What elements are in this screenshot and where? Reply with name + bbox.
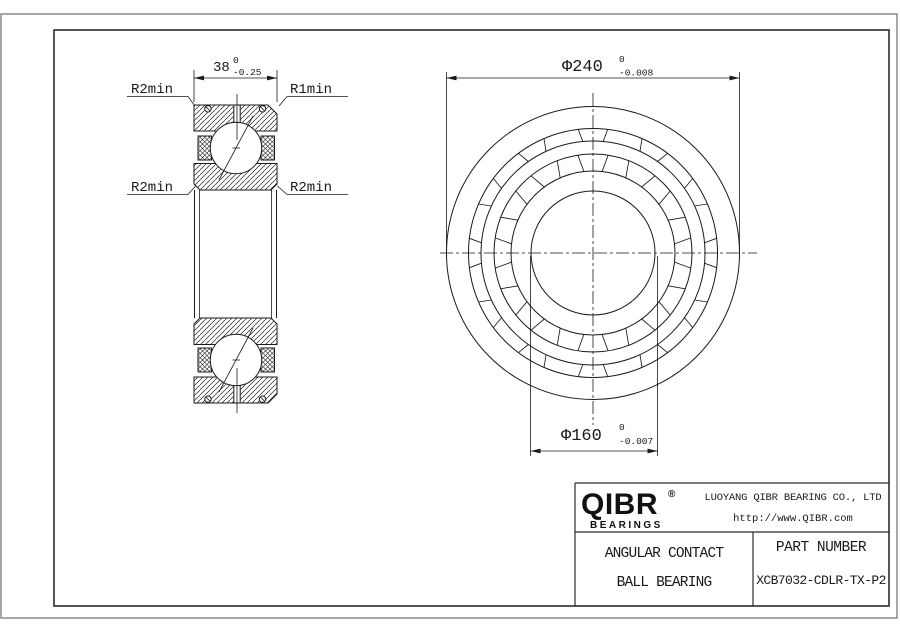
cage-pocket-line [495, 262, 511, 268]
company-name: LUOYANG QIBR BEARING CO., LTD [704, 492, 882, 504]
registered-mark-icon: ® [668, 489, 676, 500]
od-dim-value: Φ240 [562, 58, 603, 77]
bearing-section-bottom-half [194, 318, 277, 413]
cage-pocket-line [658, 345, 668, 353]
cage-pocket-line [518, 153, 528, 161]
page-border [1, 14, 897, 618]
front-view [440, 54, 757, 456]
cage-left [198, 136, 212, 160]
cage-pocket-line [531, 319, 544, 330]
cage-pocket-line [578, 155, 584, 171]
cage-pocket-line [603, 365, 608, 377]
callout-r1min-top-right [279, 82, 348, 106]
cage-pocket-line [695, 204, 708, 206]
cage-pocket-line [544, 355, 546, 368]
logo-text: QIBR [581, 488, 658, 521]
cage-pocket-line [685, 318, 693, 328]
callout-r2min-mid-left [127, 180, 196, 196]
bore-dim-tol-lower: -0.007 [619, 436, 654, 447]
cage-pocket-line [501, 217, 518, 220]
cage-right [261, 136, 275, 160]
cage-pocket-line [578, 335, 584, 351]
r2min-mid-right-label: R2min [290, 180, 333, 196]
bearing-section-top-half [194, 94, 277, 190]
cage-pocket-line [469, 263, 481, 268]
cage-pocket-line [479, 204, 492, 206]
cage-pocket-line [531, 176, 544, 187]
cage-pocket-line [469, 238, 481, 243]
cage-pocket-line [668, 217, 685, 220]
cage-pocket-line [495, 238, 511, 244]
cage-left-bottom [198, 348, 212, 372]
cage-pocket-line [695, 300, 708, 302]
section-view [127, 55, 348, 413]
cage-pocket-line [557, 328, 560, 345]
cage-pocket-line [659, 191, 670, 204]
cage-pocket-line [479, 300, 492, 302]
bore-dim-value: Φ160 [561, 427, 602, 446]
cage-pocket-line [518, 345, 528, 353]
width-dim-value: 38 [213, 60, 230, 76]
callout-r2min-top-left [127, 82, 195, 106]
cage-pocket-line [501, 286, 518, 289]
cage-pocket-line [603, 129, 608, 141]
r2min-mid-left-label: R2min [131, 180, 174, 196]
cage-pocket-line [675, 262, 691, 268]
width-dim-tol-lower: -0.25 [233, 67, 262, 78]
section-width-dimension [194, 55, 277, 102]
cage-pocket-line [668, 286, 685, 289]
centerlines [440, 93, 757, 425]
cage-pocket-line [557, 161, 560, 178]
r2min-top-left-label: R2min [131, 82, 174, 98]
cage-pocket-line [626, 161, 629, 178]
cage-pocket-line [659, 302, 670, 315]
cage-pocket-line [516, 191, 527, 204]
cage-pocket-line [516, 302, 527, 315]
company-website: http://www.QIBR.com [733, 513, 853, 525]
cage-pocket-line [626, 328, 629, 345]
title-block [575, 483, 889, 606]
r1min-label: R1min [290, 82, 333, 98]
logo-subtext: BEARINGS [590, 520, 663, 531]
cage-right-bottom [261, 348, 275, 372]
od-dim-tol-upper: 0 [619, 54, 625, 65]
bore-dim-tol-upper: 0 [619, 422, 625, 433]
cage-pocket-line [705, 263, 717, 268]
cage-pocket-line [602, 335, 608, 351]
part-number-value: XCB7032-CDLR-TX-P2 [756, 573, 886, 588]
cage-pocket-line [685, 178, 693, 188]
cage-pocket-line [493, 318, 501, 328]
width-dim-tol-upper: 0 [233, 55, 239, 66]
cage-pocket-line [642, 319, 655, 330]
callout-r2min-mid-right [278, 180, 349, 196]
cage-pocket-line [642, 176, 655, 187]
cage-pocket-line [578, 129, 583, 141]
cage-pocket-line [640, 355, 642, 368]
brand-logo [581, 488, 676, 531]
od-dim-tol-lower: -0.008 [619, 67, 654, 79]
cage-pocket-line [493, 178, 501, 188]
product-name-line1: ANGULAR CONTACT [604, 546, 724, 562]
cage-pocket-line [658, 153, 668, 161]
cage-pocket-line [675, 238, 691, 244]
cage-pocket-line [705, 238, 717, 243]
cage-pocket-line [640, 139, 642, 152]
cage-pocket-line [602, 155, 608, 171]
cage-pocket-line [578, 365, 583, 377]
bore-lines [195, 190, 277, 318]
part-number-label: PART NUMBER [775, 540, 867, 556]
product-name-line2: BALL BEARING [616, 575, 712, 591]
cage-pocket-line [544, 139, 546, 152]
